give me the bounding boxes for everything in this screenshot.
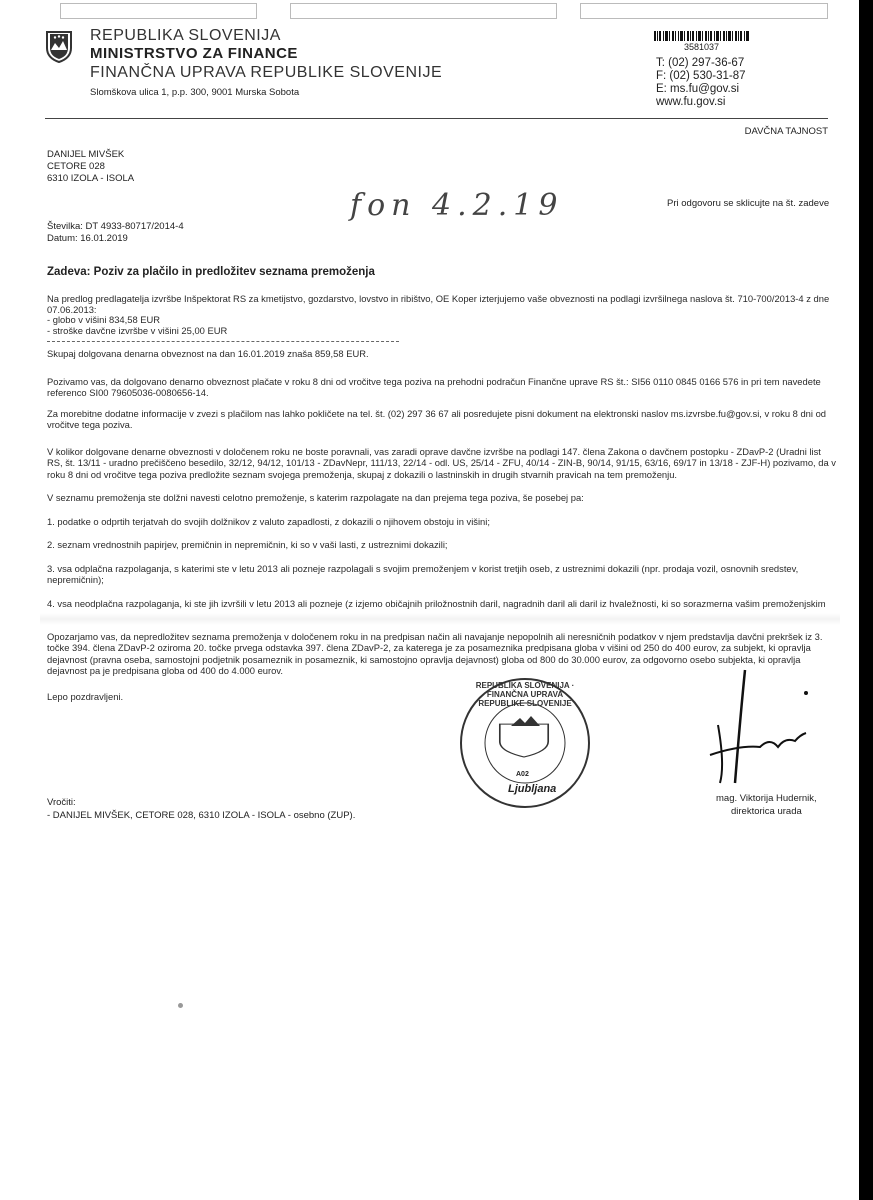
header-address: Slomškova ulica 1, p.p. 300, 9001 Murska Sobota [90, 87, 300, 98]
delivery-label: Vročiti: [47, 797, 76, 808]
list-item: 2. seznam vrednostnih papirjev, premičnin in nepremičnin, ki so v vaši lasti, z ustreznimi dokazili; [47, 539, 448, 550]
header-ministry: MINISTRSTVO ZA FINANCE [90, 45, 298, 62]
contact-fax: F: (02) 530-31-87 [656, 70, 746, 82]
barcode-number: 3581037 [684, 42, 720, 52]
signature [700, 665, 820, 790]
scan-gap [40, 613, 840, 625]
scan-artifact-box [290, 3, 557, 19]
handwritten-note: fon 4.2.19 [350, 188, 564, 223]
signatory-name: mag. Viktorija Hudernik, [716, 793, 817, 804]
paragraph-warning: Opozarjamo vas, da nepredložitev seznama premoženja v določenem roku in na predpisan način ali navajanje nepopolnih ali neresničnih podatkov v njem predstavlja davčni prekršek iz 3. točke 394. člena ZDavP-2 oziroma 20. točke prvega odstavka 397. člena ZDavP-2, za katerega je za posameznika predpisana globa v višini od 250 do 400 eurov, za subjekt, ki opravlja dejavnost (pravna oseba, samostojni podjetnik posameznik in posameznik, ki samostojno opravlja dejavnost) globa od 800 do 30.000 eurov, za odgovorno osebo subjekta, ki opravlja dejavnost pa je predpisana globa od 400 do 4.000 eurov. [47, 631, 823, 677]
scan-artifact-box [60, 3, 257, 19]
paragraph-payment: Pozivamo vas, da dolgovano denarno obveznost plačate v roku 8 dni od vročitve tega poziva na prehodni podračun Finančne uprave RS št.: SI56 0110 0845 0166 576 in pri tem navedete referenco SI00 79605036-0080656-14. [47, 376, 821, 399]
list-item: 1. podatke o odprtih terjatvah do svojih dolžnikov z valuto zapadlosti, z dokazili o njihovem obstoju in višini; [47, 516, 490, 527]
delivery-line: - DANIJEL MIVŠEK, CETORE 028, 6310 IZOLA - ISOLA - osebno (ZUP). [47, 810, 356, 821]
scan-edge [859, 0, 873, 1200]
stamp-code: A02 [516, 771, 529, 778]
costs-amount: - stroške davčne izvršbe v višini 25,00 EUR [47, 325, 228, 336]
coat-of-arms-icon [45, 30, 73, 64]
header-divider [45, 118, 828, 119]
scan-speck [178, 1003, 183, 1008]
secrecy-label: DAVČNA TAJNOST [744, 126, 828, 137]
recipient-street: CETORE 028 [47, 161, 105, 172]
recipient-name: DANIJEL MIVŠEK [47, 149, 125, 160]
recipient-city: 6310 IZOLA - ISOLA [47, 173, 135, 184]
list-item: 3. vsa odplačna razpolaganja, s katerimi ste v letu 2013 ali pozneje razpolagali s svojim premoženjem v korist tretjih oseb, z ustreznimi dokazili (npr. prodaja vozil, osnovnih sredstev, nepremičnin); [47, 563, 799, 586]
paragraph-intro: Na predlog predlagatelja izvršbe Inšpektorat RS za kmetijstvo, gozdarstvo, lovstvo in ribištvo, OE Koper izterjujemo vaše obveznosti na podlagi izvršilnega naslova št. 710-700/2013-4 z dne 07.06.2013: [47, 293, 830, 316]
contact-email: E: ms.fu@gov.si [656, 83, 740, 95]
stamp-ring-text: REPUBLIKA SLOVENIJA · FINANČNA UPRAVA REPUBLIKE SLOVENIJE [475, 681, 575, 708]
total-divider [47, 341, 399, 342]
paragraph-info: Za morebitne dodatne informacije v zvezi s plačilom nas lahko pokličete na tel. št. (02) 297 36 67 ali posredujete pisni dokument na elektronski naslov ms.izvrsbe.fu@gov.si, v roku 8 dni od vročitve tega poziva. [47, 408, 827, 431]
document-number: Številka: DT 4933-80717/2014-4 [47, 221, 184, 232]
contact-web: www.fu.gov.si [656, 96, 726, 108]
document-date: Datum: 16.01.2019 [47, 233, 128, 244]
paragraph-legal: V kolikor dolgovane denarne obveznosti v določenem roku ne boste poravnali, vas zaradi oprave davčne izvršbe na podlagi 147. člena Zakona o davčnem postopku - ZDavP-2 (Uradni list RS, št. 13/11 - uradno prečiščeno besedilo, 32/12, 94/12, 101/13 - ZDavNepr, 111/13, 22/14 - odl. US, 25/14 - ZFU, 40/14 - ZIN-B, 90/14, 91/15, 63/16, 69/17 in 13/18 - ZJF-H) pozivamo, da v roku 8 dni od vročitve tega poziva predložite seznam svojega premoženja, skupaj z dokazili o lastninskih in drugih stvarnih pravicah na tem premoženju. [47, 446, 836, 480]
barcode [654, 31, 750, 41]
fine-amount: - globo v višini 834,58 EUR [47, 314, 161, 325]
signatory-role: direktorica urada [731, 806, 802, 817]
header-republic: REPUBLIKA SLOVENIJA [90, 27, 281, 44]
total-amount: Skupaj dolgovana denarna obveznost na dan 16.01.2019 znaša 859,58 EUR. [47, 348, 369, 359]
paragraph-assets: V seznamu premoženja ste dolžni navesti celotno premoženje, s katerim razpolagate na dan prejema tega poziva, še posebej pa: [47, 492, 584, 503]
closing-greeting: Lepo pozdravljeni. [47, 691, 124, 702]
contact-phone: T: (02) 297-36-67 [656, 57, 745, 69]
reference-note: Pri odgovoru se sklicujte na št. zadeve [667, 198, 830, 209]
stamp-city: Ljubljana [508, 783, 557, 795]
list-item: 4. vsa neodplačna razpolaganja, ki ste jih izvršili v letu 2013 ali pozneje (z izjemo običajnih priložnostnih daril, nagradnih daril ali daril iz hvaležnosti, ki so sorazmerna vašim premoženjskim [47, 598, 826, 609]
scan-artifact-box [580, 3, 828, 19]
header-agency: FINANČNA UPRAVA REPUBLIKE SLOVENIJE [90, 64, 443, 81]
subject-line: Zadeva: Poziv za plačilo in predložitev seznama premoženja [47, 266, 375, 278]
